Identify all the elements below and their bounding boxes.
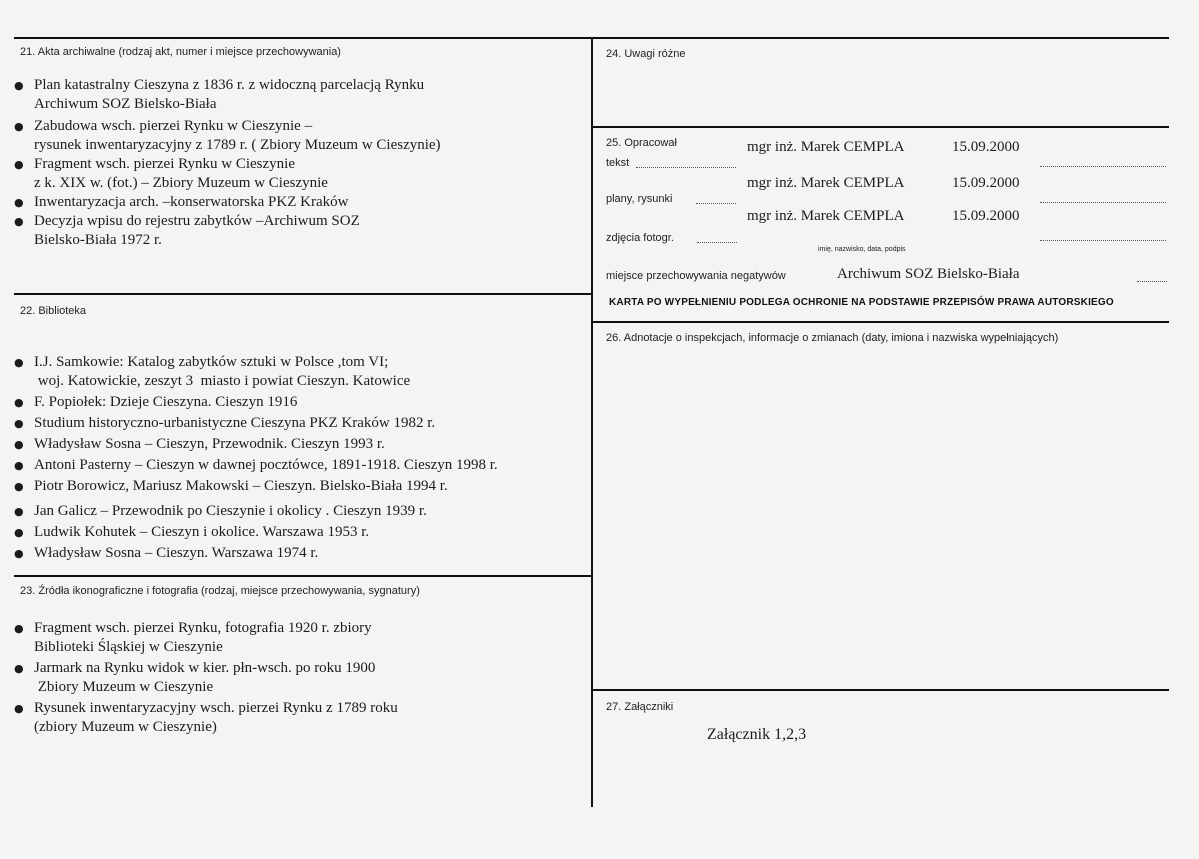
row-label-photos: zdjęcia fotogr. <box>606 232 674 244</box>
list-item: ● Studium historyczno-urbanistyczne Cieszyna PKZ Kraków 1982 r. <box>14 415 436 431</box>
row-label-text: tekst <box>606 157 630 169</box>
list-item: ● Fragment wsch. pierzei Rynku, fotografia 1920 r. zbiory Biblioteki Śląskiej w Cieszynie <box>14 620 372 655</box>
section-22-heading: 22. Biblioteka <box>20 305 87 317</box>
section-23-list <box>14 619 398 737</box>
bullet-icon: ● <box>14 702 24 715</box>
top-rule-right <box>593 37 1169 39</box>
bullet-icon: ● <box>14 120 24 133</box>
list-item: ● Plan katastralny Cieszyna z 1836 r. z widoczną parcelacją Rynku Archiwum SOZ Bielsko-Biała <box>14 77 425 112</box>
list-item: ● F. Popiołek: Dzieje Cieszyna. Cieszyn 1916 <box>14 394 298 410</box>
bullet-icon: ● <box>14 215 24 228</box>
divider-22-23 <box>14 575 591 577</box>
list-item: ● Decyzja wpisu do rejestru zabytków –Archiwum SOZ Bielsko-Biała 1972 r. <box>14 213 360 248</box>
section-25-heading: 25. Opracował <box>606 137 677 149</box>
bullet-icon: ● <box>14 526 24 539</box>
section-21-heading: 21. Akta archiwalne (rodzaj akt, numer i miejsce przechowywania) <box>20 46 341 58</box>
divider-25-26 <box>593 321 1169 323</box>
list-item: ● Fragment wsch. pierzei Rynku w Cieszynie z k. XIX w. (fot.) – Zbiory Muzeum w Cieszynie <box>14 156 328 191</box>
dotted-line <box>636 167 736 168</box>
bullet-icon: ● <box>14 547 24 560</box>
dotted-line <box>697 242 737 243</box>
dotted-line <box>1137 281 1167 282</box>
list-item: ● Władysław Sosna – Cieszyn. Warszawa 1974 r. <box>14 545 319 561</box>
divider-26-27 <box>593 689 1169 691</box>
bullet-icon: ● <box>14 505 24 518</box>
bullet-icon: ● <box>14 459 24 472</box>
bullet-icon: ● <box>14 480 24 493</box>
bullet-icon: ● <box>14 662 24 675</box>
negatives-value: Archiwum SOZ Bielsko-Biała <box>837 266 1020 282</box>
list-item: ● Zabudowa wsch. pierzei Rynku w Cieszynie – rysunek inwentaryzacyjny z 1789 r. ( Zbiory Muzeum w Cieszynie) <box>14 118 441 153</box>
bullet-icon: ● <box>14 438 24 451</box>
section-21-list <box>14 76 441 250</box>
section-27-heading: 27. Załączniki <box>606 701 674 713</box>
top-rule-left <box>14 37 591 39</box>
divider-21-22 <box>14 293 591 295</box>
divider-24-25 <box>593 126 1169 128</box>
author-date: 15.09.2000 <box>952 175 1020 191</box>
signature-line <box>1040 202 1166 203</box>
author-date: 15.09.2000 <box>952 139 1020 155</box>
section-26-heading: 26. Adnotacje o inspekcjach, informacje o zmianach (daty, imiona i nazwiska wypełniających) <box>606 332 1059 344</box>
section-24-heading: 24. Uwagi różne <box>606 48 686 60</box>
list-item: ● Jan Galicz – Przewodnik po Cieszynie i okolicy . Cieszyn 1939 r. <box>14 503 427 519</box>
bullet-icon: ● <box>14 158 24 171</box>
list-item: ● Ludwik Kohutek – Cieszyn i okolice. Warszawa 1953 r. <box>14 524 370 540</box>
signature-line <box>1040 166 1166 167</box>
bullet-icon: ● <box>14 396 24 409</box>
list-item: ● Inwentaryzacja arch. –konserwatorska PKZ Kraków <box>14 194 349 210</box>
author-name: mgr inż. Marek CEMPLA <box>747 139 905 155</box>
list-item: ● I.J. Samkowie: Katalog zabytków sztuki w Polsce ,tom VI; woj. Katowickie, zeszyt 3 miasto i powiat Cieszyn. Katowice <box>14 354 411 389</box>
author-name: mgr inż. Marek CEMPLA <box>747 208 905 224</box>
author-date: 15.09.2000 <box>952 208 1020 224</box>
list-item: ● Władysław Sosna – Cieszyn, Przewodnik. Cieszyn 1993 r. <box>14 436 385 452</box>
bullet-icon: ● <box>14 356 24 369</box>
attachments-value: Załącznik 1,2,3 <box>707 726 807 743</box>
column-divider <box>591 37 593 807</box>
bullet-icon: ● <box>14 622 24 635</box>
bullet-icon: ● <box>14 196 24 209</box>
list-item: ● Rysunek inwentaryzacyjny wsch. pierzei Rynku z 1789 roku (zbiory Muzeum w Cieszynie) <box>14 700 398 735</box>
bullet-icon: ● <box>14 79 24 92</box>
author-name: mgr inż. Marek CEMPLA <box>747 175 905 191</box>
row-label-plans: plany, rysunki <box>606 193 673 205</box>
bullet-icon: ● <box>14 417 24 430</box>
dotted-line <box>696 203 736 204</box>
list-item: ● Piotr Borowicz, Mariusz Makowski – Cieszyn. Bielsko-Biała 1994 r. <box>14 478 448 494</box>
section-23-heading: 23. Źródła ikonograficzne i fotografia (rodzaj, miejsce przechowywania, sygnatury) <box>20 585 420 597</box>
copyright-note: KARTA PO WYPEŁNIENIU PODLEGA OCHRONIE NA PODSTAWIE PRZEPISÓW PRAWA AUTORSKIEGO <box>609 297 1114 308</box>
signature-line <box>1040 240 1166 241</box>
section-22-list <box>14 353 498 563</box>
signature-caption: imię, nazwisko, data, podpis <box>818 246 906 253</box>
list-item: ● Jarmark na Rynku widok w kier. płn-wsch. po roku 1900 Zbiory Muzeum w Cieszynie <box>14 660 376 695</box>
negatives-label: miejsce przechowywania negatywów <box>606 270 786 282</box>
list-item: ● Antoni Pasterny – Cieszyn w dawnej pocztówce, 1891-1918. Cieszyn 1998 r. <box>14 457 498 473</box>
